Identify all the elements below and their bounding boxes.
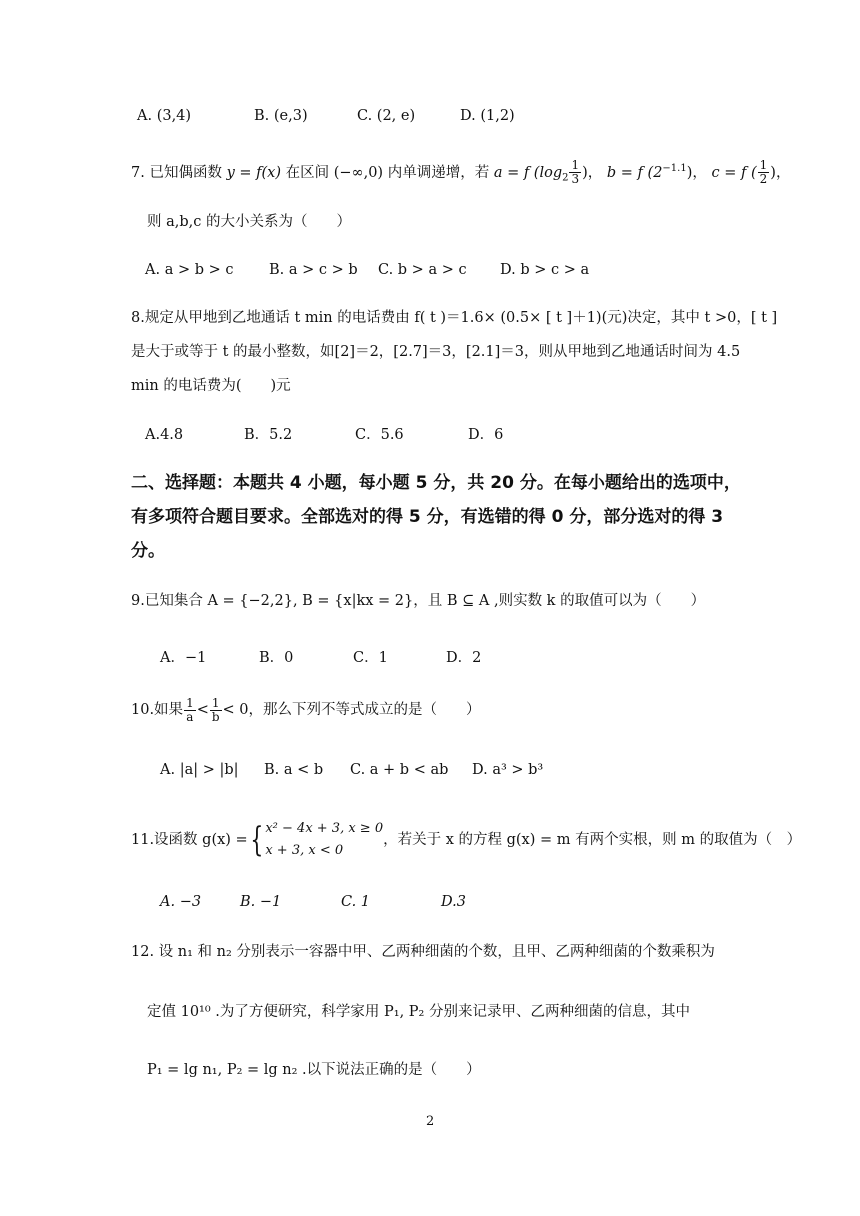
section2-line1: 二、选择题：本题共 4 小题，每小题 5 分，共 20 分。在每小题给出的选项中，: [131, 473, 741, 493]
q9-option-c: C．1: [353, 650, 388, 666]
q8-option-d: D．6: [468, 427, 504, 443]
q7-option-d: D. b > c > a: [500, 262, 590, 278]
q10-option-c: C. a + b < ab: [350, 762, 449, 778]
q9-option-b: B．0: [259, 650, 294, 666]
q11-option-a: A. −3: [160, 894, 202, 910]
q12-line1: 12. 设 n₁ 和 n₂ 分别表示一容器中甲、乙两种细菌的个数，且甲、乙两种细菌的个数乘积为: [131, 944, 715, 960]
q12-line3: P₁ = lg n₁, P₂ = lg n₂ .以下说法正确的是（ ）: [147, 1062, 481, 1078]
q11-option-d: D.3: [441, 894, 466, 910]
section2-line3: 分。: [131, 541, 165, 561]
q8-option-b: B．5.2: [244, 427, 293, 443]
q11-option-c: C. 1: [341, 894, 371, 910]
q10-stem: 10.如果 $\frac{1}{a}$ < $\frac{1}{b}$ < 0，那么下列不等式成立的是（ ）: [131, 695, 481, 724]
q10-option-a: A. |a| > |b|: [160, 762, 239, 778]
q8-option-c: C．5.6: [355, 427, 404, 443]
q9-option-a: A．−1: [160, 650, 207, 666]
q7-option-c: C. b > a > c: [378, 262, 467, 278]
section2-line2: 有多项符合题目要求。全部选对的得 5 分，有选错的得 0 分，部分选对的得 3: [131, 507, 724, 527]
q7-option-b: B. a > c > b: [269, 262, 358, 278]
q6-option-b: B. (e,3): [254, 108, 308, 124]
q8-line3: min 的电话费为( )元: [131, 378, 291, 394]
q7-option-a: A. a > b > c: [145, 262, 234, 278]
q7-line2: 则 a,b,c 的大小关系为（ ）: [147, 214, 351, 230]
q6-option-d: D. (1,2): [460, 108, 515, 124]
q10-option-d: D. a³ > b³: [472, 762, 544, 778]
q8-option-a: A.4.8: [145, 427, 184, 443]
q9-stem: 9.已知集合 A = {−2,2}, B = {x|kx = 2}，且 B ⊆ A ,则实数 k 的取值可以为（ ）: [131, 593, 706, 609]
q12-line2: 定值 10¹⁰ .为了方便研究，科学家用 P₁, P₂ 分别来记录甲、乙两种细菌的信息，其中: [147, 1004, 690, 1020]
q6-option-c: C. (2, e): [357, 108, 416, 124]
page-number: 2: [426, 1114, 435, 1129]
q10-option-b: B. a < b: [264, 762, 324, 778]
q8-line2: 是大于或等于 t 的最小整数，如[2]＝2，[2.7]＝3，[2.1]＝3，则从甲地到乙地通话时间为 4.5: [131, 344, 741, 360]
q11-stem: 11.设函数 g(x) ={ x² − 4x + 3, x ≥ 0 x + 3, x < 0 ，若关于 x 的方程 g(x) = m 有两个实根，则 m 的取值为（ ）: [131, 820, 802, 860]
q8-line1: 8.规定从甲地到乙地通话 t min 的电话费由 f( t )＝1.6× (0.5× [ t ]＋1)(元)决定，其中 t >0，[ t ]: [131, 310, 778, 326]
q7-stem: 7. 已知偶函数 y = f(x) 在区间 (−∞,0) 内单调递增，若 a = f ($\log_2$ $\frac{1}{3}$ )， b = f $(2^{-1.1})$， c = f ( $\frac{1}{2}$ )，: [131, 158, 791, 187]
q9-option-d: D．2: [446, 650, 482, 666]
q11-option-b: B. −1: [240, 894, 282, 910]
q6-option-a: A. (3,4): [137, 108, 192, 124]
